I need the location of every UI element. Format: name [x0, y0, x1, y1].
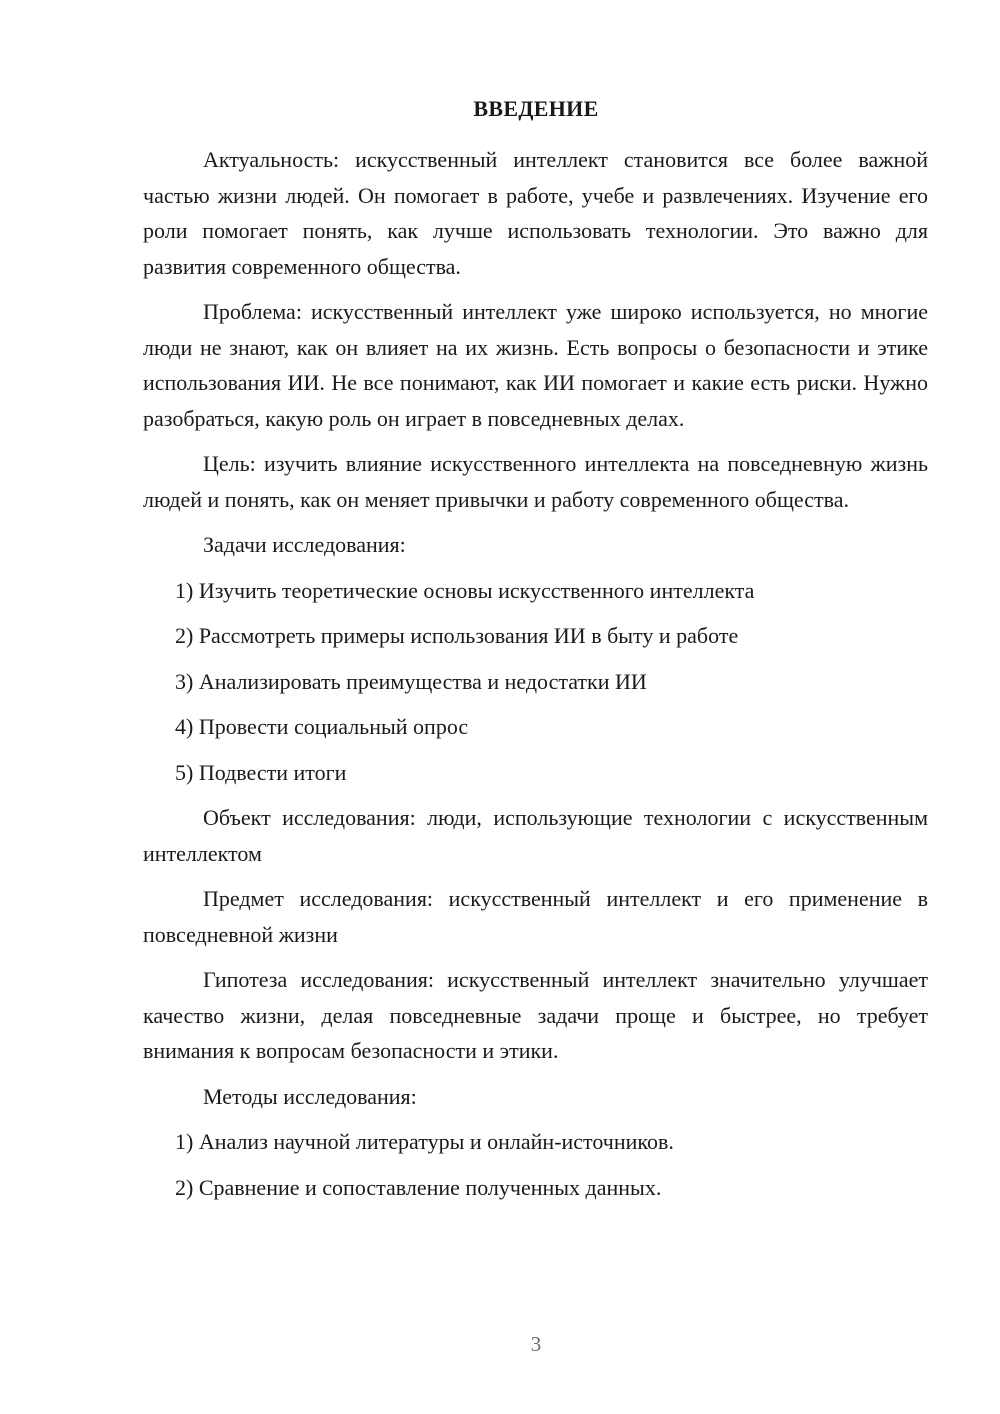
list-item: 5) Подвести итоги — [175, 759, 347, 785]
list-item: 4) Провести социальный опрос — [175, 714, 469, 739]
list-item: 2) Рассмотреть примеры использования ИИ в быту и работе — [175, 623, 739, 648]
hypothesis-paragraph: Гипотеза исследования: искусственный интеллект значительно улучшает качество жизни, делая повседневные задачи проще и быстрее, но требует внимания к вопросам безопасности и этики. — [143, 967, 928, 1063]
methods-title: Методы исследования: — [203, 1083, 417, 1109]
list-item: 1) Анализ научной литературы и онлайн-источников. — [175, 1129, 674, 1154]
goal-paragraph: Цель: изучить влияние искусственного интеллекта на повседневную жизнь людей и понять, как он меняет привычки и работу современного общества. — [143, 451, 928, 512]
methods-list — [143, 1124, 928, 1205]
list-item: 2) Сравнение и сопоставление полученных данных. — [175, 1174, 662, 1200]
tasks-title: Задачи исследования: — [203, 532, 406, 557]
document-body — [143, 142, 928, 1215]
subject-paragraph: Предмет исследования: искусственный интеллект и его применение в повседневной жизни — [143, 886, 928, 947]
object-paragraph: Объект исследования: люди, использующие технологии с искусственным интеллектом — [143, 805, 928, 866]
section-heading: ВВЕДЕНИЕ — [473, 96, 599, 121]
tasks-list — [143, 573, 928, 791]
list-item: 3) Анализировать преимущества и недостатки ИИ — [175, 668, 647, 694]
relevance-paragraph: Актуальность: искусственный интеллект становится все более важной частью жизни людей. Он помогает в работе, учебе и развлечениях. Изучение его роли помогает понять, как лучше использовать технологии. Это важно для развития современного общества. — [143, 147, 928, 279]
list-item: 1) Изучить теоретические основы искусственного интеллекта — [175, 577, 755, 603]
problem-paragraph: Проблема: искусственный интеллект уже широко используется, но многие люди не знают, как он влияет на их жизнь. Есть вопросы о безопасности и этике использования ИИ. Не все понимают, как ИИ помогает и какие есть риски. Нужно разобраться, какую роль он играет в повседневных делах. — [143, 299, 928, 431]
page-number: 3 — [530, 1332, 542, 1356]
